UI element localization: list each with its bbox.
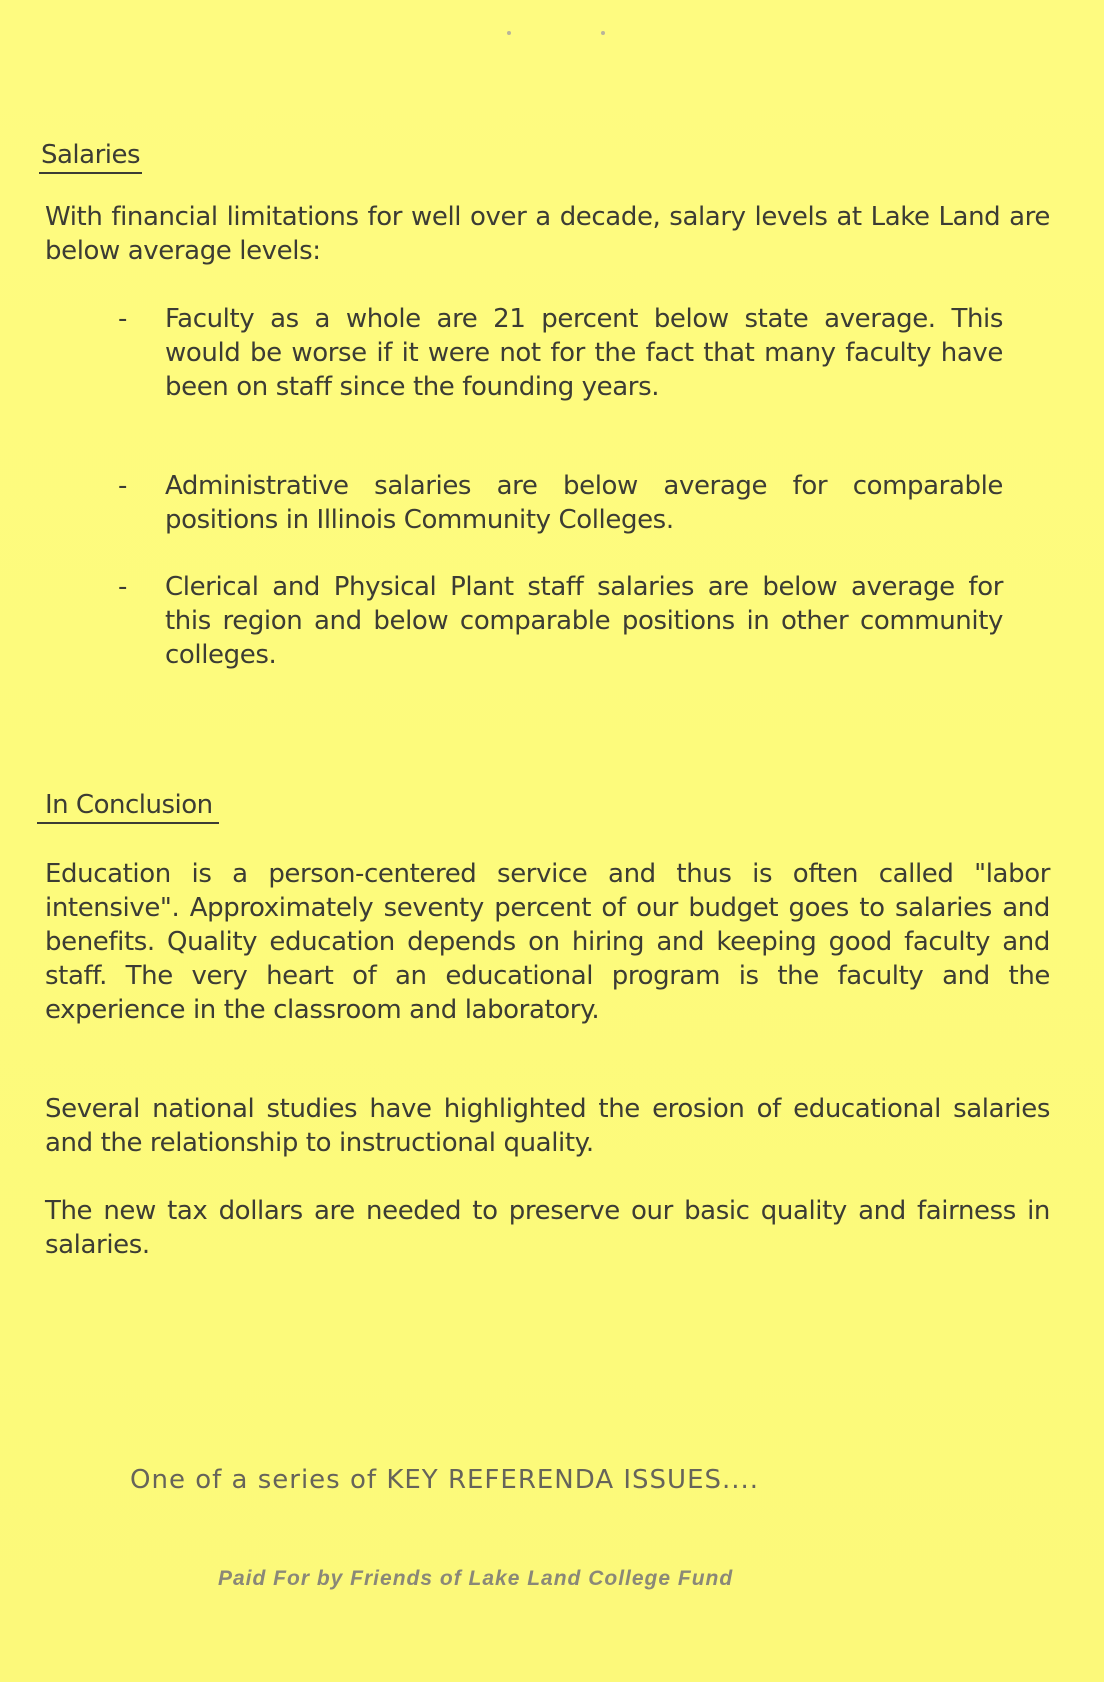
salaries-heading: Salaries [39,140,142,174]
bullet-dash: - [118,471,128,501]
paper-speck [507,31,511,35]
conclusion-paragraph-1: Education is a person-centered service and thus is often called "labor intensive". Approximately seventy percent of our budget goes to salaries and benefits. Quality education depends on hiring and keeping good faculty and staff. The very heart of an educational program is the faculty and the experience in the classroom and laboratory. [45,859,1050,1025]
bullet-dash: - [118,304,128,334]
salaries-intro-paragraph: With financial limitations for well over a decade, salary levels at Lake Land are below average levels: [45,202,1050,266]
bullet-text: Faculty as a whole are 21 percent below state average. This would be worse if it were not for the fact that many faculty have been on staff since the founding years. [165,304,1003,402]
series-tagline: One of a series of KEY REFERENDA ISSUES.... [130,1465,760,1495]
paper-speck [601,31,605,35]
conclusion-heading: In Conclusion [37,790,219,824]
bullet-text: Clerical and Physical Plant staff salaries are below average for this region and below comparable positions in other community colleges. [165,572,1003,670]
conclusion-paragraph-2: Several national studies have highlighted the erosion of educational salaries and the relationship to instructional quality. [45,1094,1050,1158]
bullet-text: Administrative salaries are below average for comparable positions in Illinois Community Colleges. [165,471,1003,535]
conclusion-paragraph-3: The new tax dollars are needed to preserve our basic quality and fairness in salaries. [45,1196,1050,1260]
bullet-dash: - [118,572,128,602]
paid-for-disclaimer: Paid For by Friends of Lake Land College Fund [218,1567,734,1590]
